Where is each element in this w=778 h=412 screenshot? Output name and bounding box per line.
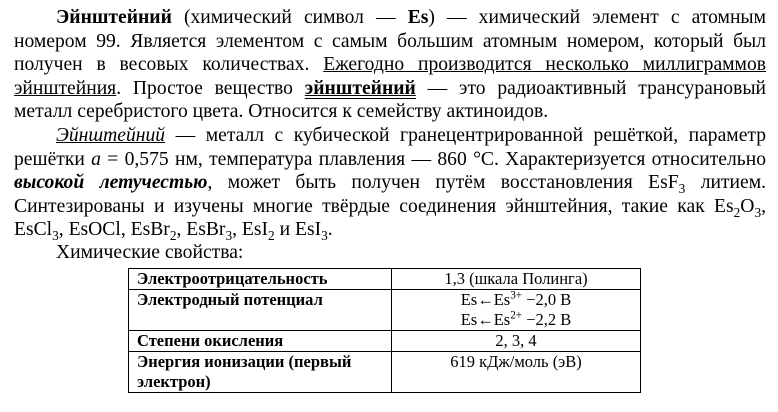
- table-row: [129, 331, 641, 352]
- element-name-bold: Эйнштейний: [56, 7, 172, 28]
- table-row: [129, 352, 641, 393]
- potential-line-1: [400, 290, 632, 310]
- subscript: 3: [225, 228, 233, 244]
- element-symbol: Es: [407, 7, 429, 28]
- property-name: Электроотрицательность: [129, 269, 392, 290]
- superscript: 3+: [510, 289, 523, 302]
- paragraph-properties: [14, 124, 766, 242]
- text-span: O: [740, 195, 755, 217]
- table-row: [129, 290, 641, 331]
- text-span: Es←Es: [460, 310, 511, 329]
- subscript: 3: [678, 181, 686, 197]
- text-span: −2,2 В: [522, 310, 572, 329]
- italic-underlined-term: Эйнштейний: [56, 124, 166, 146]
- text-span: , может быть получен путём восстановления EsF: [207, 172, 679, 194]
- paragraph-intro: [14, 6, 766, 124]
- property-name: Степени окисления: [129, 331, 392, 352]
- table-caption: Химические свойства:: [56, 241, 244, 263]
- text-span: литием. Синтезированы и изучены многие твёрдые соединения эйнштейния, такие как Es: [14, 172, 766, 217]
- text-span: , EsBr: [176, 219, 226, 241]
- underlined-sentence: Ежегодно производится несколько миллиграммов эйнштейния: [14, 54, 766, 99]
- double-underlined-term: эйнштейний: [304, 77, 416, 99]
- property-value: [392, 290, 641, 331]
- document-body: [14, 6, 766, 264]
- text-span: = 0,575 нм, температура плавления — 860 °C. Характеризуется относительно: [100, 148, 766, 170]
- lattice-parameter-symbol: a: [91, 148, 101, 170]
- property-name: Энергия ионизации (первый электрон): [129, 352, 392, 393]
- subscript: 2: [733, 204, 741, 220]
- subscript: 2: [268, 228, 275, 244]
- text-span: .: [327, 219, 333, 241]
- text-span: −2,0 В: [522, 290, 572, 309]
- text-span: (химический символ —: [171, 7, 408, 28]
- text-span: , EsCl: [14, 195, 766, 241]
- potential-line-2: [400, 310, 632, 330]
- text-span: — это радиоактивный трансурановый металл серебристого цвета. Относится к семейству актиноидов.: [14, 77, 766, 123]
- subscript: 3: [321, 228, 328, 244]
- property-value: 2, 3, 4: [392, 331, 641, 352]
- subscript: 3: [52, 228, 59, 244]
- text-span: и EsI: [274, 219, 322, 241]
- bold-italic-phrase: высокой летучестью: [14, 172, 208, 194]
- subscript: 3: [754, 204, 762, 220]
- text-span: — металл с кубической гранецентрированной решёткой, параметр решётки: [14, 124, 766, 170]
- text-span: , EsI: [232, 219, 269, 241]
- text-span: ) — химический элемент с атомным номером 99. Является элементом с самым большим атомным номером, который был получен в весовых количествах.: [14, 7, 766, 76]
- property-name: Электродный потенциал: [129, 290, 392, 331]
- chemical-properties-table: [128, 268, 641, 393]
- subscript: 2: [169, 228, 177, 244]
- property-value: 1,3 (шкала Полинга): [392, 269, 641, 290]
- table-row: [129, 269, 641, 290]
- text-span: Es←Es: [460, 290, 511, 309]
- property-value: 619 кДж/моль (эВ): [392, 352, 641, 393]
- text-span: . Простое вещество: [116, 77, 305, 99]
- superscript: 2+: [510, 309, 523, 322]
- text-span: , EsOCl, EsBr: [58, 219, 170, 241]
